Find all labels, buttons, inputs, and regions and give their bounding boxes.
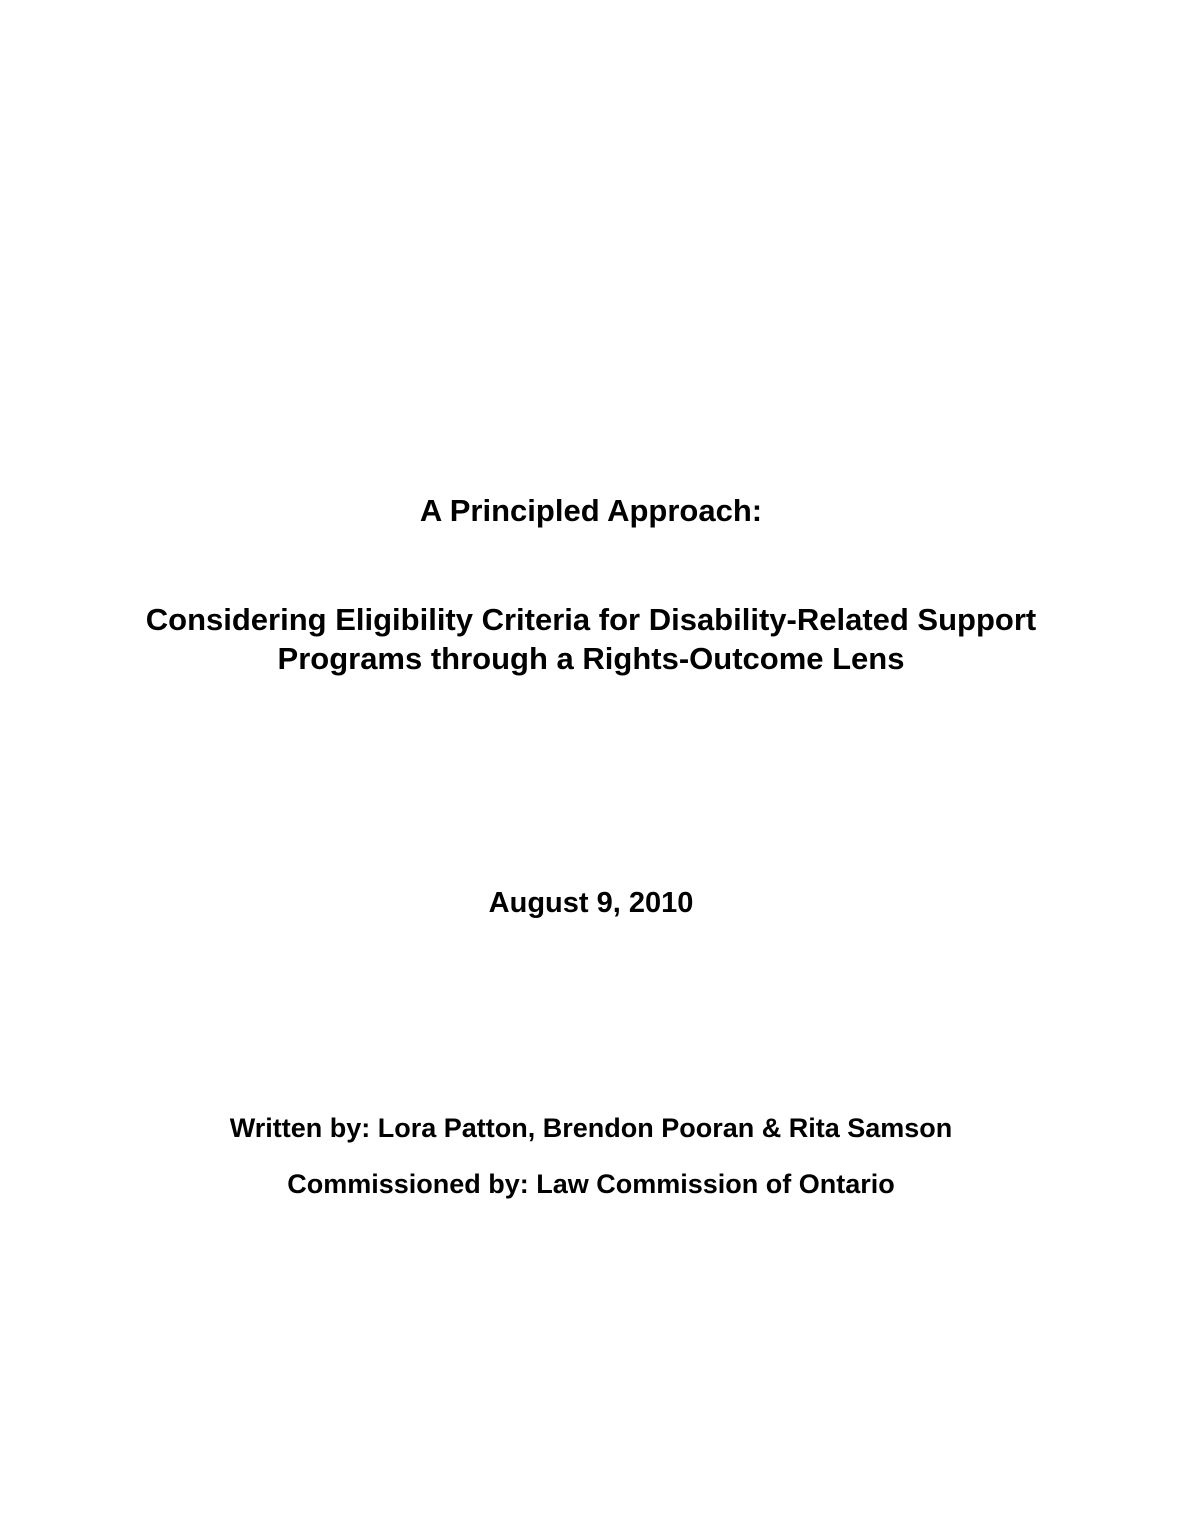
document-subtitle-line-2: Programs through a Rights-Outcome Lens xyxy=(277,640,905,676)
document-subtitle xyxy=(0,600,1182,678)
document-date: August 9, 2010 xyxy=(488,887,694,919)
document-author-line: Written by: Lora Patton, Brendon Pooran & Rita Samson xyxy=(229,1113,953,1143)
document-subtitle-line-1: Considering Eligibility Criteria for Disability-Related Support xyxy=(145,601,1037,637)
document-title: A Principled Approach: xyxy=(419,492,763,528)
document-commissioner-line: Commissioned by: Law Commission of Ontario xyxy=(287,1169,895,1199)
